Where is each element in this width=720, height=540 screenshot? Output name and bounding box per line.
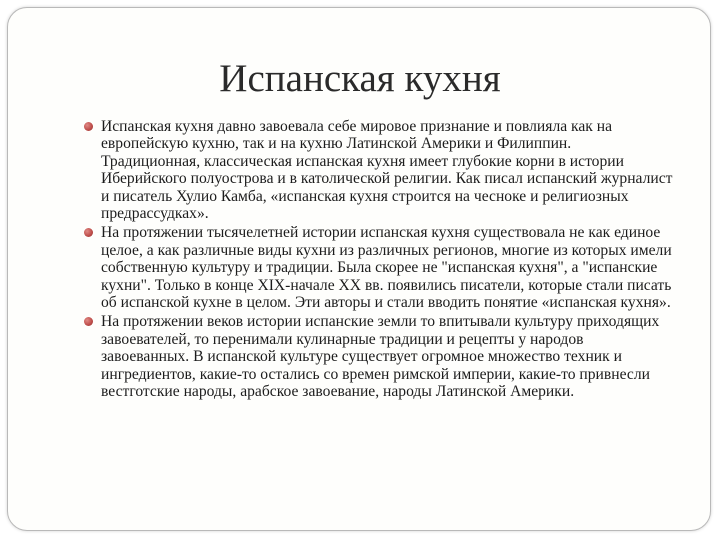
bullet-item (84, 313, 674, 400)
round-bullet-icon (84, 122, 93, 131)
round-bullet-icon (84, 317, 93, 326)
bullet-item (84, 118, 674, 222)
bullet-item (84, 224, 674, 311)
bullet-list (84, 118, 674, 403)
round-bullet-icon (84, 228, 93, 237)
bullet-text: На протяжении тысячелетней истории испанская кухня существовала не как единое целое, а как различные виды кухни из различных регионов, многие из которых имели собственную культуру и традиции. Была скорее не "испанская кухня", а "испанские кухни". Только в конце XIX-начале XX вв. появились писатели, которые стали писать об испанской кухне в целом. Эти авторы и стали вводить понятие «испанская кухня». (101, 224, 672, 312)
slide-title: Испанская кухня (219, 57, 501, 100)
bullet-text: На протяжении веков истории испанские земли то впитывали культуру приходящих завоевателей, то перенимали кулинарные традиции и рецепты у народов завоеванных. В испанской культуре существует огромное множество техник и ингредиентов, какие-то остались со времен римской империи, какие-то привнесли вестготские народы, арабское завоевание, народы Латинской Америки. (101, 313, 660, 401)
bullet-text: Испанская кухня давно завоевала себе мировое признание и повлияла как на европейскую кухню, так и на кухню Латинской Америки и Филиппин. Традиционная, классическая испанская кухня имеет глубокие корни в истории Иберийского полуострова и в католической религии. Как писал испанский журналист и писатель Хулио Камба, «испанская кухня строится на чесноке и религиозных предрассудках». (101, 118, 673, 223)
